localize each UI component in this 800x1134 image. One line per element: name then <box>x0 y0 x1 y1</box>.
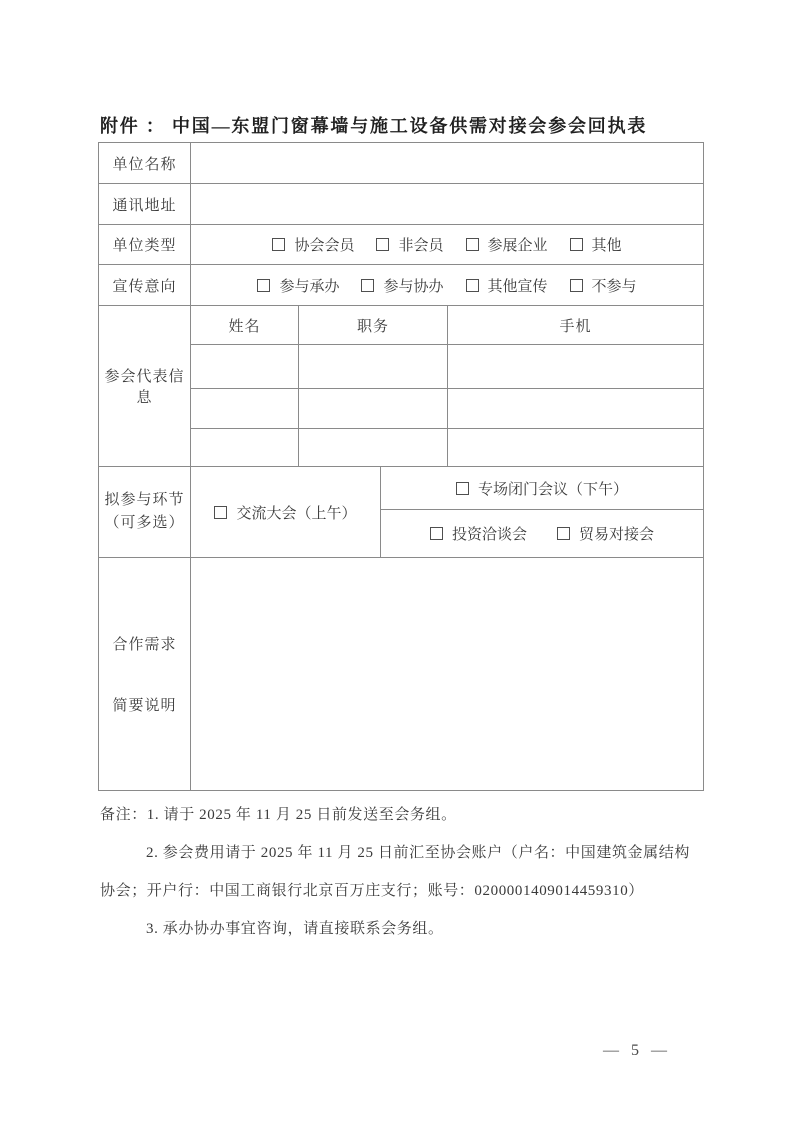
rep-column-phone: 手机 <box>448 306 704 345</box>
checkbox-icon[interactable] <box>272 238 285 251</box>
representatives-label: 参会代表信息 <box>99 306 191 467</box>
unit-name-label: 单位名称 <box>99 143 191 184</box>
checkbox-icon[interactable] <box>257 279 270 292</box>
note-line-2: 2. 参会费用请于 2025 年 11 月 25 日前汇至协会账户（户名：中国建筑金属结构 <box>146 845 690 861</box>
option-label: 不参与 <box>591 278 637 295</box>
note-line-1: 备注：1. 请于 2025 年 11 月 25 日前发送至会务组。 <box>100 807 457 823</box>
address-label: 通讯地址 <box>99 184 191 225</box>
checkbox-icon[interactable] <box>430 527 443 540</box>
session-afternoon-cell <box>381 467 704 510</box>
checkbox-icon[interactable] <box>466 238 479 251</box>
checkbox-icon[interactable] <box>456 482 469 495</box>
publicity-label: 宣传意向 <box>99 265 191 306</box>
option-label: 投资洽谈会 <box>451 527 527 543</box>
rep-title-cell[interactable] <box>299 345 448 389</box>
rep-phone-cell[interactable] <box>448 389 704 429</box>
note-line-4: 3. 承办协办事宜咨询，请直接联系会务组。 <box>146 921 444 937</box>
rep-phone-cell[interactable] <box>448 345 704 389</box>
option-closed-door-meeting[interactable] <box>456 478 628 499</box>
checkbox-icon[interactable] <box>214 506 227 519</box>
rep-title-cell[interactable] <box>299 429 448 467</box>
option-label: 参与承办 <box>279 278 340 295</box>
sessions-label <box>99 467 191 558</box>
option-trade-matching[interactable] <box>557 523 654 544</box>
option-label: 非会员 <box>398 238 444 254</box>
publicity-options-cell <box>191 265 704 306</box>
rep-column-title: 职务 <box>299 306 448 345</box>
checkbox-icon[interactable] <box>466 279 479 292</box>
cooperation-input-cell[interactable] <box>191 558 704 791</box>
option-label: 其他宣传 <box>487 278 548 295</box>
option-label: 协会会员 <box>294 238 355 254</box>
row-sessions <box>99 467 704 510</box>
rep-name-cell[interactable] <box>191 345 299 389</box>
cooperation-label-line2: 简要说明 <box>112 698 177 714</box>
unit-type-label: 单位类型 <box>99 225 191 265</box>
option-investment-talks[interactable] <box>430 523 527 544</box>
document-title: 附件 ： 中国—东盟门窗幕墙与施工设备供需对接会参会回执表 <box>100 116 648 136</box>
option-label: 其他 <box>591 238 622 254</box>
checkbox-icon[interactable] <box>570 279 583 292</box>
session-morning-cell <box>191 467 381 558</box>
checkbox-icon[interactable] <box>570 238 583 251</box>
option-other[interactable] <box>570 234 622 255</box>
rep-title-cell[interactable] <box>299 389 448 429</box>
row-representatives-header <box>99 306 704 345</box>
reply-form-table <box>98 142 704 791</box>
cooperation-label-gap <box>99 654 190 694</box>
row-unit-name <box>99 143 704 184</box>
option-exchange-conference[interactable] <box>214 502 356 523</box>
cooperation-label <box>99 558 191 791</box>
sessions-label-line1: 拟参与环节 <box>104 492 185 508</box>
checkbox-icon[interactable] <box>376 238 389 251</box>
checkbox-icon[interactable] <box>361 279 374 292</box>
option-label: 参展企业 <box>487 238 548 254</box>
notes-section <box>100 796 706 948</box>
page-number: — 5 — <box>603 1042 667 1059</box>
note-line-3: 协会；开户行：中国工商银行北京百万庄支行；账号：0200001409014459310） <box>100 883 644 899</box>
option-exhibitor[interactable] <box>466 234 548 255</box>
row-unit-type <box>99 225 704 265</box>
option-label: 交流大会（上午） <box>236 505 357 522</box>
option-no-participation[interactable] <box>570 275 637 296</box>
option-association-member[interactable] <box>272 234 354 255</box>
option-co-organize[interactable] <box>361 275 443 296</box>
checkbox-icon[interactable] <box>557 527 570 540</box>
unit-name-input-cell[interactable] <box>191 143 704 184</box>
rep-column-name: 姓名 <box>191 306 299 345</box>
cooperation-label-line1: 合作需求 <box>112 637 177 653</box>
row-cooperation <box>99 558 704 791</box>
option-non-member[interactable] <box>376 234 443 255</box>
unit-type-options-cell <box>191 225 704 265</box>
rep-phone-cell[interactable] <box>448 429 704 467</box>
rep-name-cell[interactable] <box>191 389 299 429</box>
session-sub-options-cell <box>381 510 704 558</box>
option-other-publicity[interactable] <box>466 275 548 296</box>
option-label: 参与协办 <box>383 278 444 295</box>
sessions-label-line2: （可多选） <box>104 515 185 531</box>
row-address <box>99 184 704 225</box>
option-label: 贸易对接会 <box>579 527 655 543</box>
option-co-host[interactable] <box>257 275 339 296</box>
rep-name-cell[interactable] <box>191 429 299 467</box>
row-publicity <box>99 265 704 306</box>
option-label: 专场闭门会议（下午） <box>477 481 628 498</box>
address-input-cell[interactable] <box>191 184 704 225</box>
